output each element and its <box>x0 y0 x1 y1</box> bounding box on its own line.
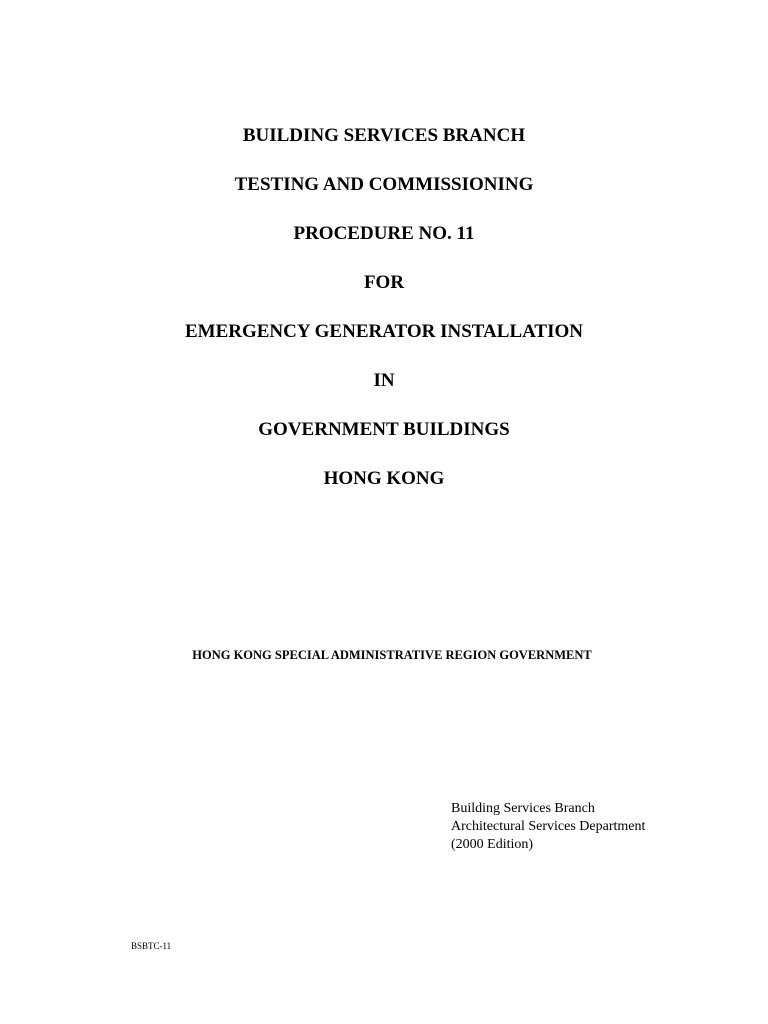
title-line-subject: EMERGENCY GENERATOR INSTALLATION <box>184 321 583 342</box>
title-line-in: IN <box>373 370 395 391</box>
document-code: BSBTC-11 <box>131 941 172 951</box>
publisher-branch: Building Services Branch <box>451 801 595 816</box>
title-line-testing: TESTING AND COMMISSIONING <box>234 174 534 195</box>
title-line-location: HONG KONG <box>323 468 445 489</box>
title-line-procedure: PROCEDURE NO. 11 <box>293 223 475 244</box>
publisher-block <box>451 800 645 854</box>
publisher-department: Architectural Services Department <box>451 819 646 834</box>
publisher-edition: (2000 Edition) <box>451 837 534 852</box>
document-title-block <box>0 124 768 516</box>
title-line-branch: BUILDING SERVICES BRANCH <box>242 125 526 146</box>
title-line-buildings: GOVERNMENT BUILDINGS <box>258 419 510 440</box>
title-line-for: FOR <box>363 272 405 293</box>
government-name: HONG KONG SPECIAL ADMINISTRATIVE REGION GOVERNMENT <box>192 648 592 662</box>
